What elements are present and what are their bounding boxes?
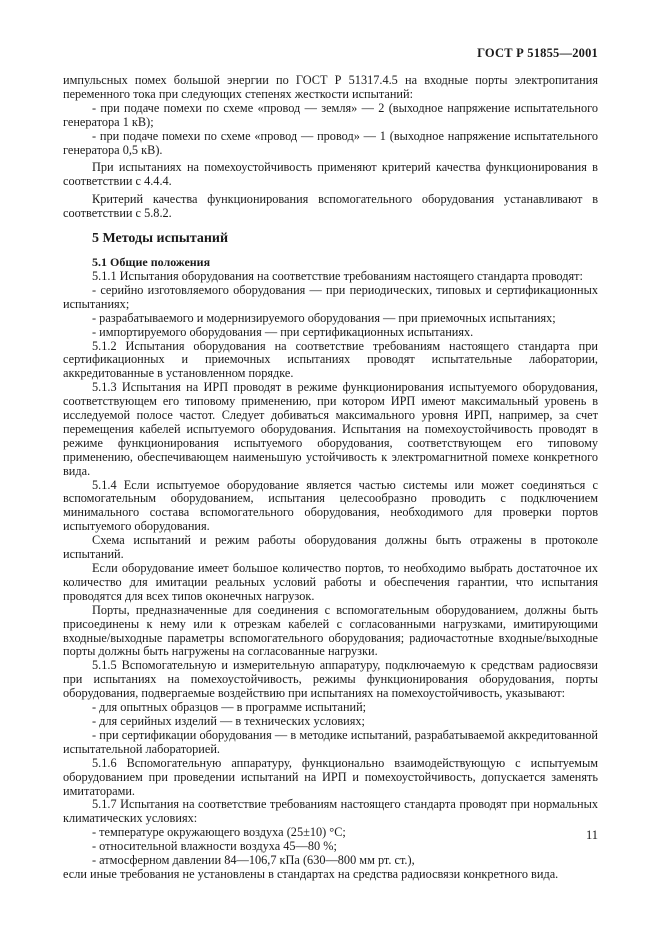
paragraph: 5.1.7 Испытания на соответствие требованиям настоящего стандарта проводят при нормальных климатических условиях:: [63, 797, 598, 826]
paragraph: - для серийных изделий — в технических условиях;: [92, 713, 365, 728]
section-heading: 5 Методы испытаний: [92, 231, 229, 247]
paragraph: если иные требования не установлены в стандартах на средства радиосвязи конкретного вида.: [63, 866, 559, 881]
paragraph: - импортируемого оборудования — при сертификационных испытаниях.: [92, 324, 474, 339]
paragraph: - для опытных образцов — в программе испытаний;: [92, 700, 367, 715]
paragraph: 5.1.4 Если испытуемое оборудование является частью системы или может соединяться с вспомогательным оборудованием, испытания целесообразно проводить с подключением минимального состава вспомогательного оборудования, необходимого для проверки портов испытуемого оборудования.: [63, 477, 598, 534]
paragraph: - атмосферном давлении 84—106,7 кПа (630—800 мм рт. ст.),: [92, 853, 415, 868]
paragraph: 5.1.2 Испытания оборудования на соответствие требованиям настоящего стандарта при сертификационных и приемочных испытаниях проводят испытательные лаборатории, аккредитованные в установленном порядке.: [63, 338, 598, 381]
paragraph: импульсных помех большой энергии по ГОСТ Р 51317.4.5 на входные порты электропитания переменного тока при следующих степенях жесткости испытаний:: [63, 73, 598, 101]
paragraph: 5.1.6 Вспомогательную аппаратуру, функционально взаимодействующую с испытуемым оборудованием при проведении испытаний на ИРП и помехоустойчивость, допускается заменять имитаторами.: [63, 755, 598, 798]
paragraph: - относительной влажности воздуха 45—80 %;: [92, 839, 337, 854]
paragraph: Если оборудование имеет большое количество портов, то необходимо выбрать достаточное их количество для имитации реальных условий работы и обеспечения гарантии, что испытания проводятся для всех типов оконечных нагрузок.: [63, 561, 598, 603]
paragraph: - разрабатываемого и модернизируемого оборудования — при приемочных испытаниях;: [92, 310, 556, 325]
paragraph: - при подаче помехи по схеме «провод — земля» — 2 (выходное напряжение испытательного генератора 1 кВ);: [63, 100, 598, 129]
subsection-heading: 5.1 Общие положения: [92, 255, 211, 270]
paragraph: - серийно изготовляемого оборудования — при периодических, типовых и сертификационных испытаниях;: [63, 282, 598, 311]
paragraph: - при подаче помехи по схеме «провод — провод» — 1 (выходное напряжение испытательного генератора 0,5 кВ).: [63, 128, 598, 157]
document-body: [63, 74, 598, 882]
paragraph: - при сертификации оборудования — в методике испытаний, разрабатываемой аккредитованной испытательной лабораторией.: [63, 727, 598, 756]
paragraph: 5.1.1 Испытания оборудования на соответствие требованиям настоящего стандарта проводят:: [92, 268, 583, 283]
paragraph: - температуре окружающего воздуха (25±10) °С;: [92, 825, 346, 840]
paragraph: Порты, предназначенные для соединения с вспомогательным оборудованием, должны быть присоединены к нему или к отрезкам кабелей с согласованными нагрузками, имитирующими входные/выходные параметры вспомогательного оборудования; радиочастотные входные/выходные порты должны быть нагружены на согласованные нагрузки.: [63, 602, 598, 659]
paragraph: 5.1.3 Испытания на ИРП проводят в режиме функционирования испытуемого оборудования, соответствующем его типовому применению, при котором ИРП имеют максимальный уровень в исследуемой полосе частот. Следует добиваться максимального уровня ИРП, например, за счет перемещения кабелей испытуемого оборудования. Испытания на помехоустойчивость проводят в режиме функционирования испытуемого оборудования, соответствующем его типовому применению, обеспечивающем наименьшую устойчивость к электромагнитной помехе конкретного вида.: [63, 380, 598, 478]
paragraph: Схема испытаний и режим работы оборудования должны быть отражены в протоколе испытаний.: [63, 533, 598, 562]
paragraph: 5.1.5 Вспомогательную и измерительную аппаратуру, подключаемую к средствам радиосвязи при испытаниях на помехоустойчивость, режимы функционирования оборудования, порты оборудования, подвергаемые воздействию при испытаниях на помехоустойчивость, указывают:: [63, 658, 598, 701]
paragraph: При испытаниях на помехоустойчивость применяют критерий качества функционирования в соответствии с 4.4.4.: [63, 160, 598, 189]
page-number: 11: [585, 828, 598, 842]
paragraph: Критерий качества функционирования вспомогательного оборудования устанавливают в соответствии с 5.8.2.: [63, 192, 598, 221]
standard-header: ГОСТ Р 51855—2001: [477, 46, 598, 60]
